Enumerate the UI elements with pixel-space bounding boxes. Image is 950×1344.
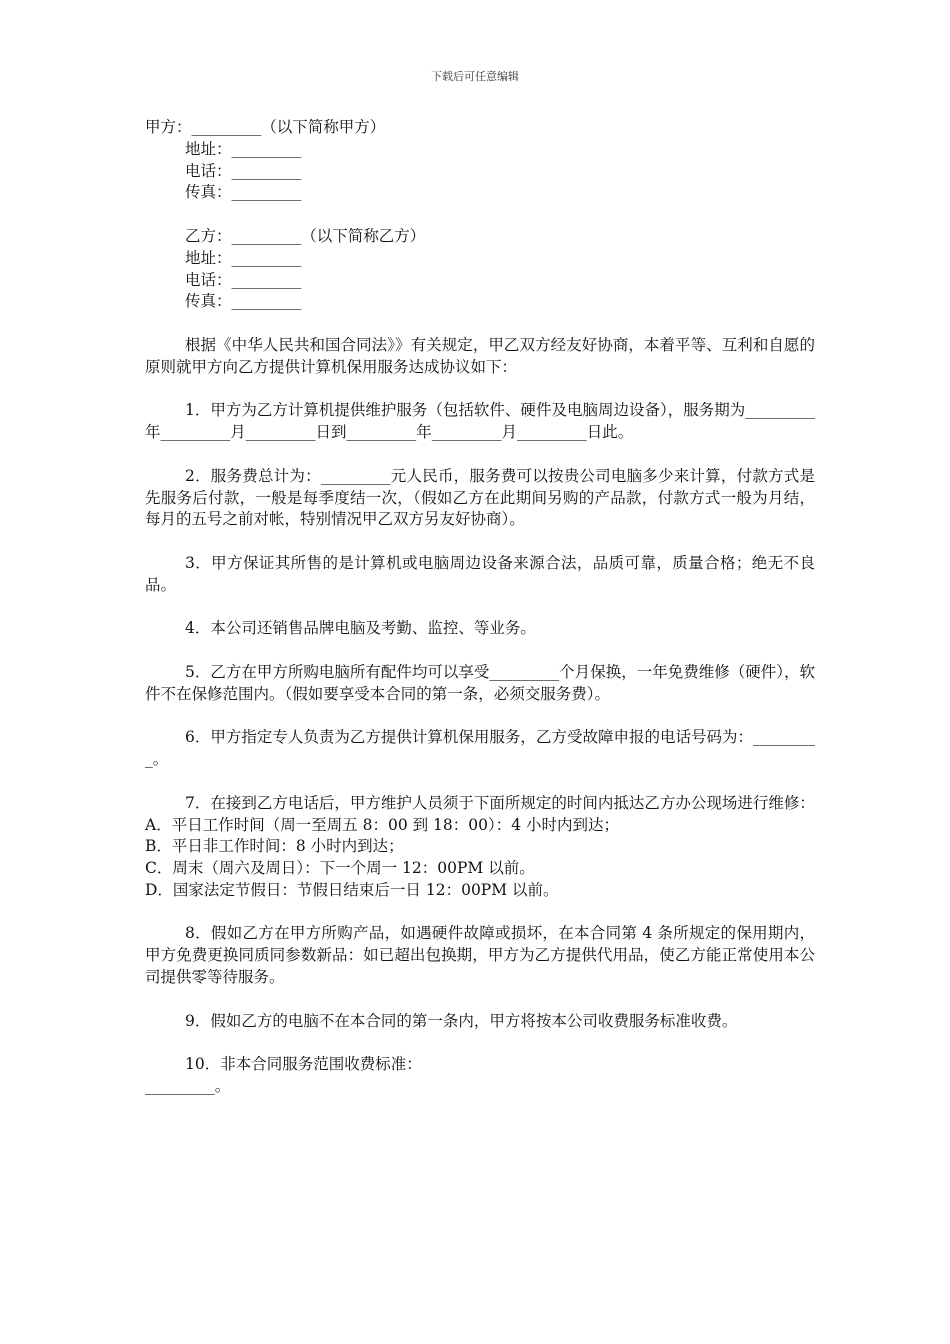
clause-3: 3．甲方保证其所售的是计算机或电脑周边设备来源合法，品质可靠，质量合格；绝无不良品。 — [145, 553, 815, 594]
clause-9: 9．假如乙方的电脑不在本合同的第一条内，甲方将按本公司收费服务标准收费。 — [185, 1011, 738, 1030]
clause-7: 7．在接到乙方电话后，甲方维护人员须于下面所规定的时间内抵达乙方办公现场进行维修： — [185, 793, 815, 812]
clause-5: 5．乙方在甲方所购电脑所有配件均可以享受_________个月保换，一年免费维修（硬件），软件不在保修范围内。（假如要享受本合同的第一条，必须交服务费）。 — [145, 662, 815, 703]
party-b-address: 地址：_________ — [185, 248, 302, 267]
clause-10: 10．非本合同服务范围收费标准： — [185, 1055, 422, 1074]
party-b-title: 乙方：_________（以下简称乙方） — [185, 226, 426, 245]
clause-8: 8．假如乙方在甲方所购产品，如遇硬件故障或损坏，在本合同第 4 条所规定的保用期内，甲方免费更换同质同参数新品：如已超出包换期，甲方为乙方提供代用品，使乙方能正常使用本公司提供零等待服务。 — [145, 924, 815, 987]
clause-1: 1．甲方为乙方计算机提供维护服务（包括软件、硬件及电脑周边设备），服务期为_________年_________月_________日到_________年_________月_________日此。 — [145, 401, 815, 442]
party-a-title: 甲方：_________（以下简称甲方） — [145, 118, 386, 136]
party-b-fax: 传真：_________ — [185, 292, 302, 311]
intro-paragraph: 根据《中华人民共和国合同法》》有关规定，甲乙双方经友好协商，本着平等、互利和自愿的原则就甲方向乙方提供计算机保用服务达成协议如下： — [145, 335, 815, 376]
clause-10-blank: _________。 — [145, 1077, 231, 1096]
party-a-phone: 电话：_________ — [185, 161, 302, 180]
party-a-address: 地址：_________ — [185, 139, 302, 158]
clause-2: 2．服务费总计为：_________元人民币，服务费可以按贵公司电脑多少来计算，付款方式是先服务后付款，一般是每季度结一次，（假如乙方在此期间另购的产品款，付款方式一般为月结，每月的五号之前对帐，特别情况甲乙双方另友好协商）。 — [145, 466, 815, 529]
clause-7-item: D．国家法定节假日：节假日结束后一日 12：00PM 以前。 — [145, 880, 559, 899]
clause-7-item: B．平日非工作时间：8 小时内到达； — [145, 837, 404, 856]
party-b-phone: 电话：_________ — [185, 270, 302, 289]
clause-7-item: A．平日工作时间（周一至周五 8：00 到 18：00）：4 小时内到达； — [145, 815, 620, 834]
clause-6: 6．甲方指定专人负责为乙方提供计算机保用服务，乙方受故障申报的电话号码为：_________。 — [145, 728, 815, 769]
contract-body — [145, 117, 815, 1098]
party-a-fax: 传真：_________ — [185, 183, 302, 202]
page-header-note: 下载后可任意编辑 — [431, 70, 519, 83]
clause-4: 4．本公司还销售品牌电脑及考勤、监控、等业务。 — [185, 619, 536, 638]
clause-7-item: C．周末（周六及周日）：下一个周一 12：00PM 以前。 — [145, 859, 535, 878]
